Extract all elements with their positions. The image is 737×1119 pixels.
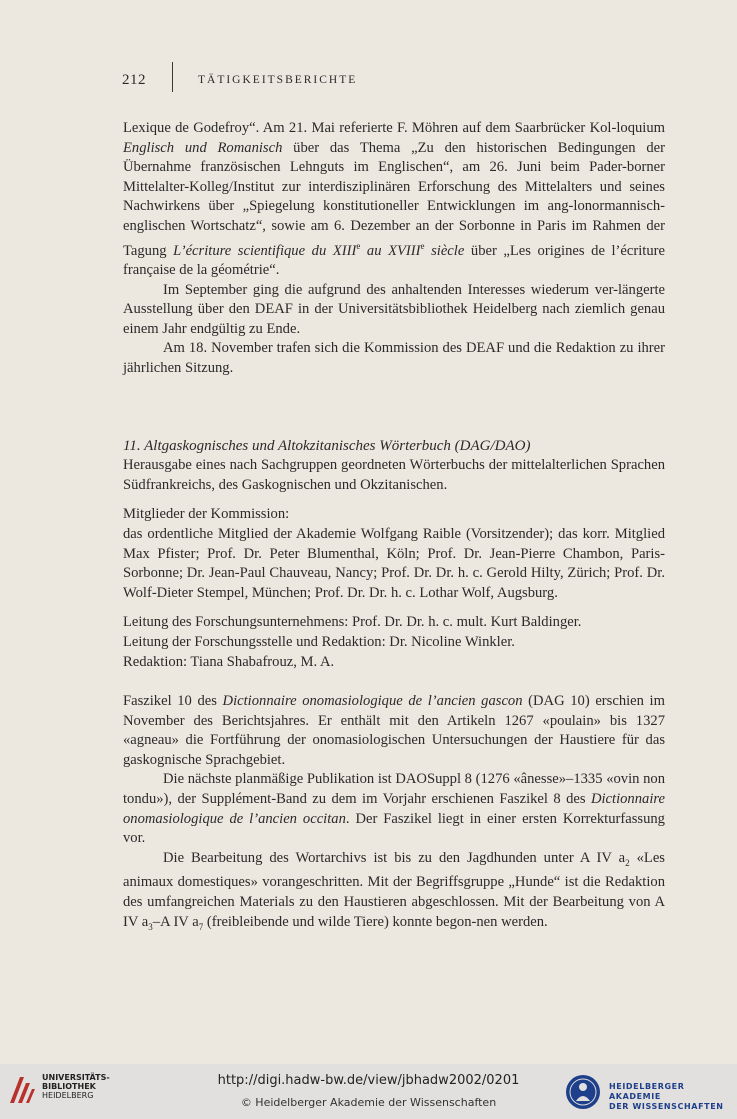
paragraph: Die nächste planmäßige Publikation ist DAOSuppl 8 (1276 «ânesse»–1335 «ovin non tondu»), der Supplément-Band zu dem im Vorjahr erschienen Faszikel 8 des Dictionnaire onomasiologique de l’ancien occitan. Der Faszikel liegt in einer ersten Korrekturfassung vor. xyxy=(123,771,665,847)
paragraph: Am 18. November trafen sich die Kommission des DEAF und die Redaktion zu ihrer jährlichen Sitzung. xyxy=(123,340,665,376)
paragraph: das ordentliche Mitglied der Akademie Wolfgang Raible (Vorsitzender); das korr. Mitglied Max Pfister; Prof. Dr. Peter Blumenthal, Köln; Prof. Dr. Jean-Pierre Chambon, Paris-Sorbonne; Dr. Jean-Paul Chauveau, Nancy; Prof. Dr. Dr. h. c. Gerold Hilty, Zürich; Prof. Dr. Wolf-Dieter Stempel, München; Prof. Dr. Dr. h. c. Lothar Wolf, Augsburg. xyxy=(123,525,665,601)
permalink-url[interactable]: http://digi.hadw-bw.de/view/jbhadw2002/0201 xyxy=(217,1073,520,1088)
hadw-logo-text: HEIDELBERGER AKADEMIE DER WISSENSCHAFTEN xyxy=(609,1082,724,1111)
section-heading: 11. Altgaskognisches und Altokzitanisches Wörterbuch (DAG/DAO) xyxy=(123,437,531,454)
academy-seal-icon xyxy=(565,1074,601,1110)
body-text xyxy=(123,119,665,937)
paragraph: Im September ging die aufgrund des anhaltenden Interesses wiederum ver-längerte Ausstellung über den DEAF in der Universitätsbibliothek Heidelberg nach ziemlich genau einem Jahr endgültig zu Ende. xyxy=(123,281,665,337)
paragraph: Leitung der Forschungsstelle und Redaktion: Dr. Nicoline Winkler. xyxy=(123,633,515,650)
paragraph: Leitung des Forschungsunternehmens: Prof. Dr. Dr. h. c. mult. Kurt Baldinger. xyxy=(123,614,582,631)
paragraph: Die Bearbeitung des Wortarchivs ist bis zu den Jagdhunden unter A IV $a_2$ «Les animaux domestiques» vorangeschritten. Mit der Begriffsgruppe „Hunde“ ist die Redaktion des umfangreichen Materials zu den Haustieren abgeschlossen. Mit der Bearbeitung von A IV $a_3-A$ IV $a_7$ (freibleibende und wilde Tiere) konnte begon-nen werden. xyxy=(123,849,665,932)
paragraph: Herausgabe eines nach Sachgruppen geordneten Wörterbuchs der mittelalterlichen Sprachen Südfrankreichs, des Gaskognischen und Okzitanischen. xyxy=(123,457,665,493)
page-number: 212 xyxy=(122,72,146,88)
paragraph: Lexique de Godefroy“. Am 21. Mai referierte F. Möhren auf dem Saarbrücker Kol-loquium Englisch und Romanisch über das Thema „Zu den historischen Bedingungen der Übernahme französischen Lehnguts im Englischen“, am 26. Juni beim Pader-borner Mittelalter-Kolleg/Institut zur interdisziplinären Erforschung des Mittelalters und seines Nachwirkens über „Spiegelung konstitutioneller Entwicklungen im ang-lonormannisch-englischen Wortschatz“, sowie am 6. Dezember an der Sorbonne in Paris im Rahmen der Tagung L’écriture scientifique du XIIIe au XVIIIe siècle über „Les origines de l’écriture française de la géométrie“. xyxy=(123,120,665,279)
header-divider xyxy=(172,62,173,92)
ub-logo-text: UNIVERSITÄTS- BIBLIOTHEK HEIDELBERG xyxy=(42,1073,110,1100)
page-header xyxy=(122,70,667,94)
copyright-notice: © Heidelberger Akademie der Wissenschaften xyxy=(240,1096,497,1109)
hadw-logo[interactable] xyxy=(565,1074,731,1114)
paragraph: Faszikel 10 des Dictionnaire onomasiologique de l’ancien gascon (DAG 10) erschien im November des Berichtsjahres. Er enthält mit den Artikeln 1267 «poulain» bis 1327 «agneau» die Fortführung der onomasiologischen Untersuchungen der Haustiere für das gaskognische Sprachgebiet. xyxy=(123,693,665,768)
running-title: TÄTIGKEITSBERICHTE xyxy=(198,74,358,86)
viewer-footer xyxy=(0,1064,737,1119)
paragraph: Mitglieder der Kommission: xyxy=(123,506,290,523)
paragraph: Redaktion: Tiana Shabafrouz, M. A. xyxy=(123,653,335,670)
